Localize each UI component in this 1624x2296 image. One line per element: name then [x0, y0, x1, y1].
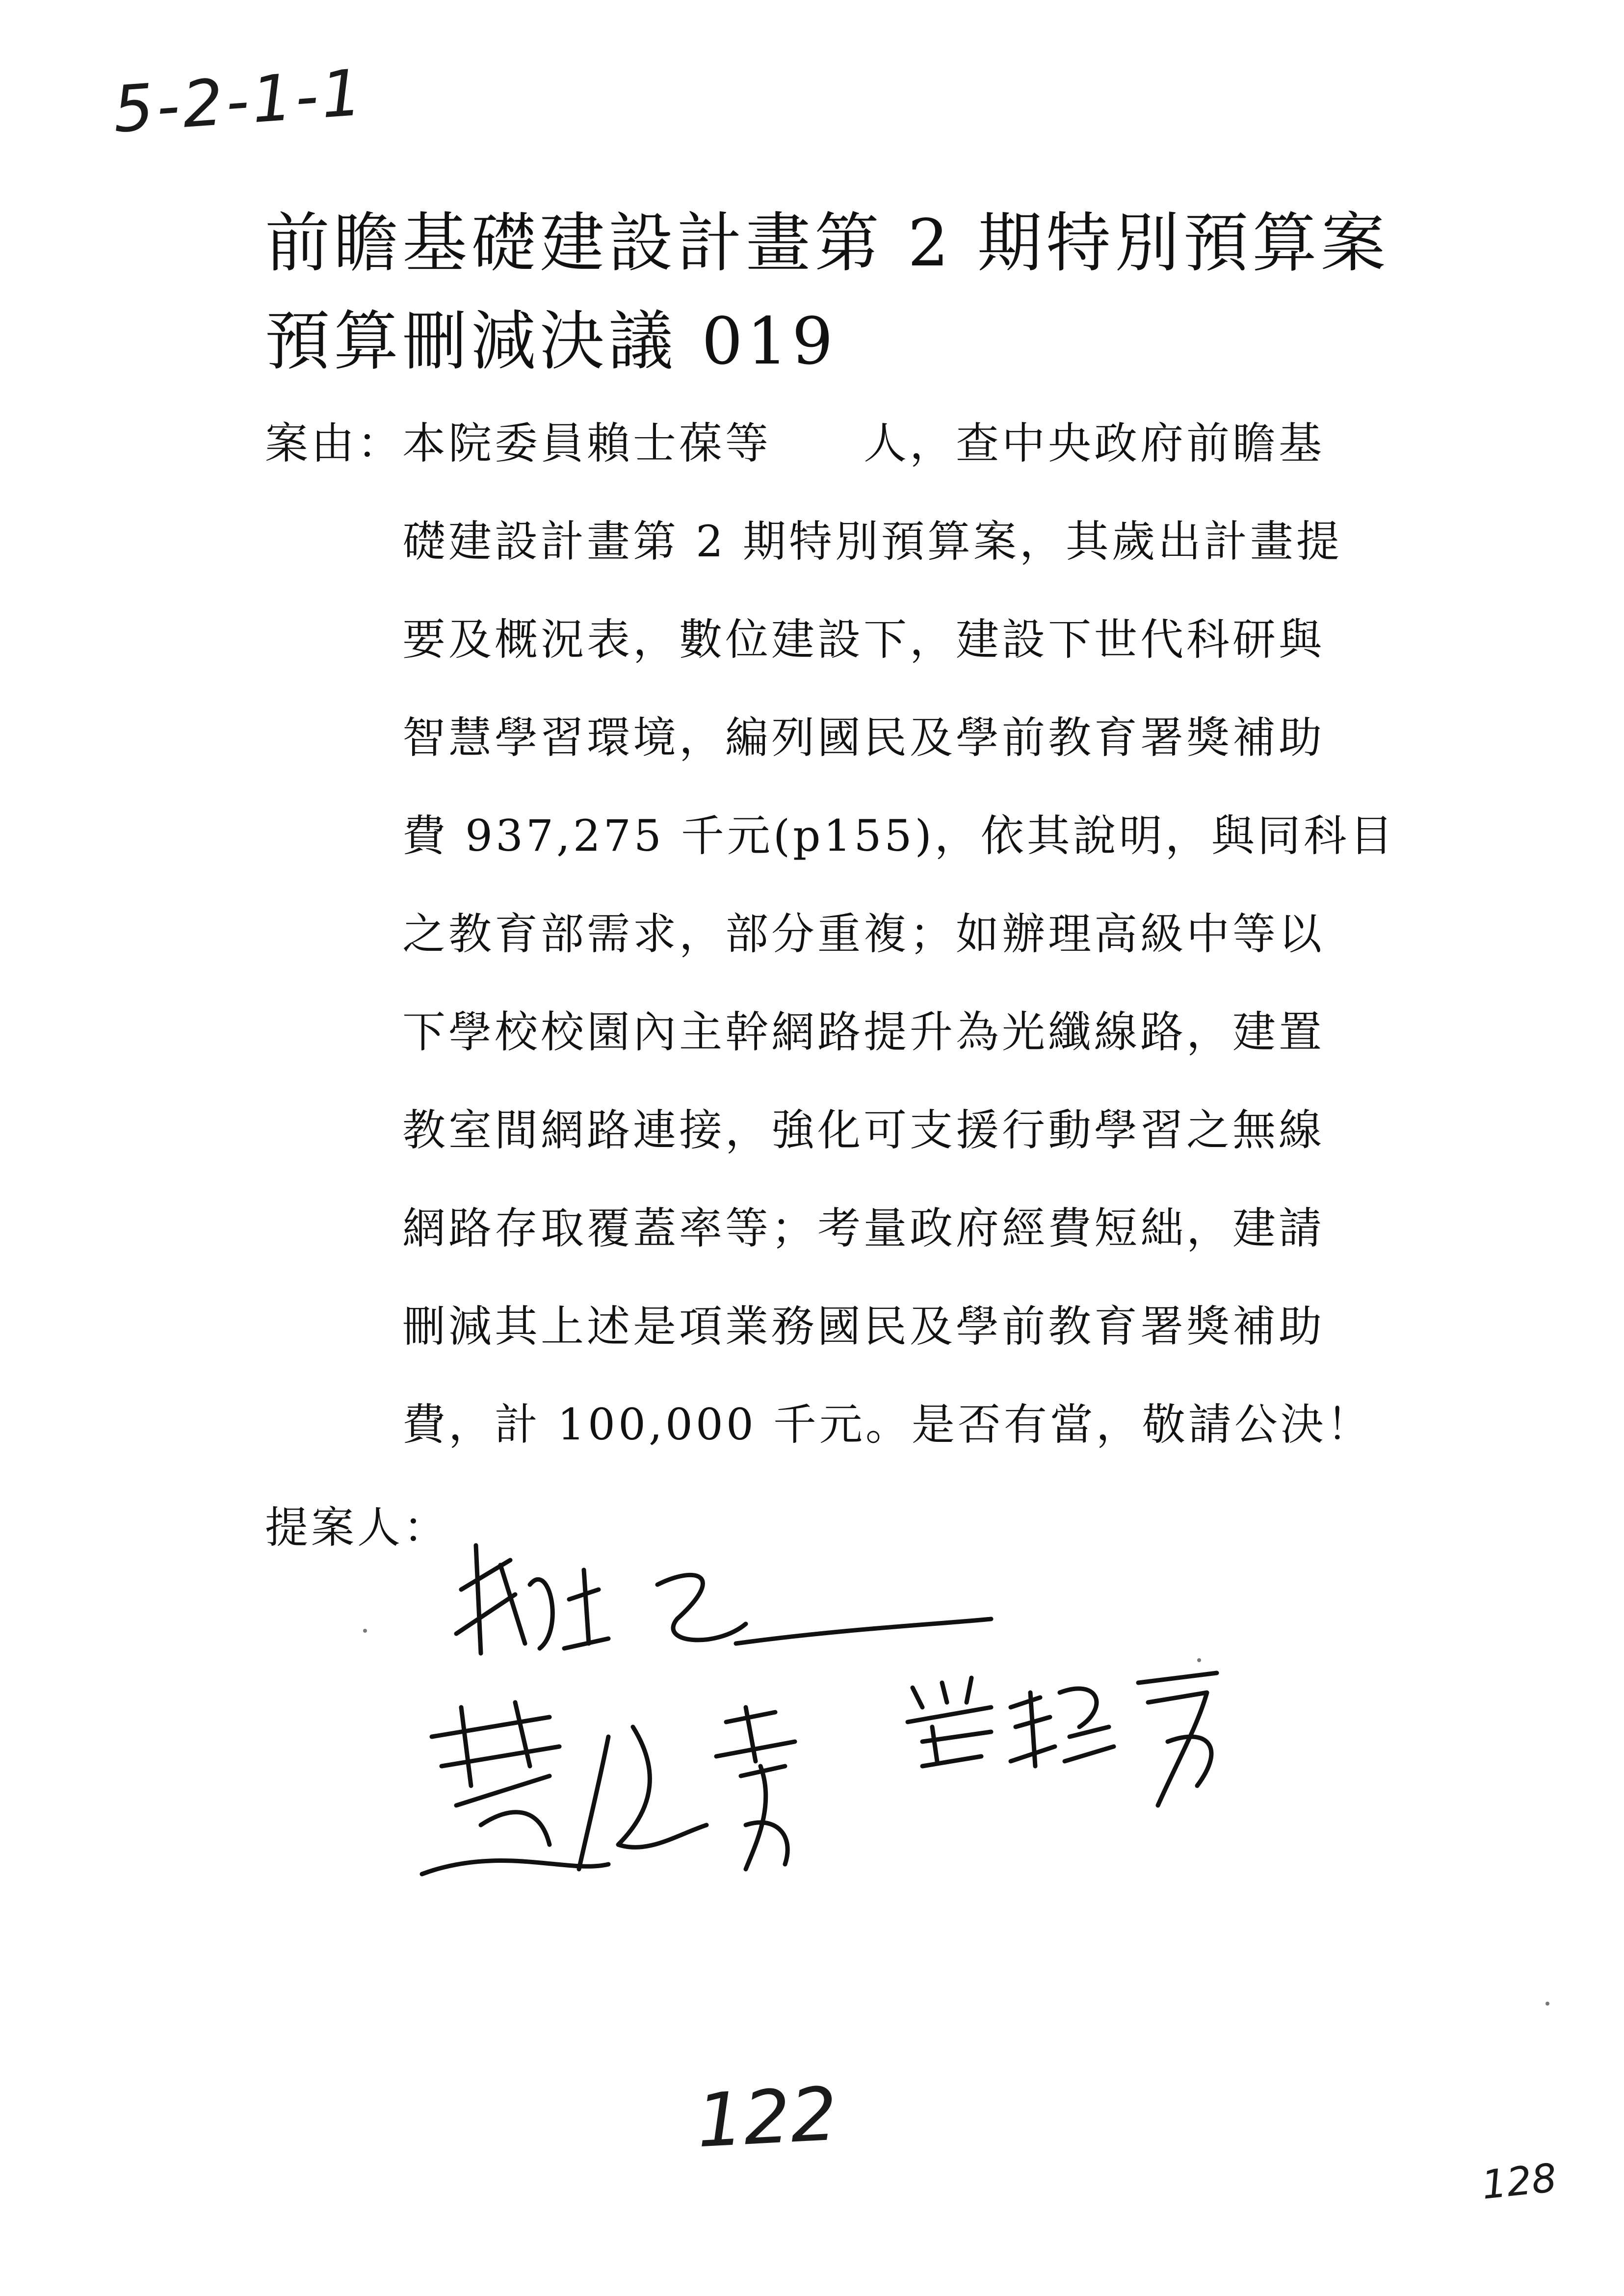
reason-line-4: 智慧學習環境，編列國民及學前教育署獎補助 [402, 712, 1325, 763]
reason-label: 案由： [265, 418, 404, 469]
reason-line-6: 之教育部需求，部分重複；如辦理高級中等以 [402, 909, 1325, 959]
reason-line-9: 網路存取覆蓋率等；考量政府經費短絀，建請 [402, 1203, 1325, 1253]
reason-line-8: 教室間網路連接，強化可支援行動學習之無線 [402, 1105, 1325, 1155]
reason-line-10: 刪減其上述是項業務國民及學前教育署獎補助 [402, 1301, 1325, 1352]
signature-fei [422, 1702, 795, 1874]
reason-line-1: 本院委員賴士葆等 人，查中央政府前瞻基 [402, 418, 1325, 469]
signature-drawing [402, 1531, 1384, 1933]
document-title-line-1: 前瞻基礎建設計畫第 2 期特別預算案 [265, 206, 1389, 281]
scan-speck [1545, 2002, 1549, 2006]
document-title-line-2: 預算刪減決議 019 [265, 304, 837, 379]
reason-line-5: 費 937,275 千元(p155)，依其說明，與同科目 [402, 810, 1396, 861]
reason-line-2: 礎建設計畫第 2 期特別預算案，其歲出計畫提 [402, 516, 1342, 567]
scan-speck [1197, 1658, 1201, 1662]
handwritten-corner-number: 128 [1479, 2155, 1559, 2208]
signature-lai [456, 1545, 991, 1653]
handwritten-page-number: 122 [694, 2071, 839, 2165]
reason-line-11: 費，計 100,000 千元。是否有當，敬請公決！ [402, 1399, 1373, 1450]
reason-line-7: 下學校校園內主幹網路提升為光纖線路，建置 [402, 1007, 1325, 1057]
handwritten-document-number: 5-2-1-1 [110, 55, 367, 147]
handwritten-signatures [402, 1531, 1384, 1933]
scan-speck [363, 1629, 367, 1633]
reason-line-3: 要及概況表，數位建設下，建設下世代科研與 [402, 614, 1325, 665]
proposer-label: 提案人： [265, 1502, 450, 1553]
signature-zeng [908, 1673, 1217, 1805]
